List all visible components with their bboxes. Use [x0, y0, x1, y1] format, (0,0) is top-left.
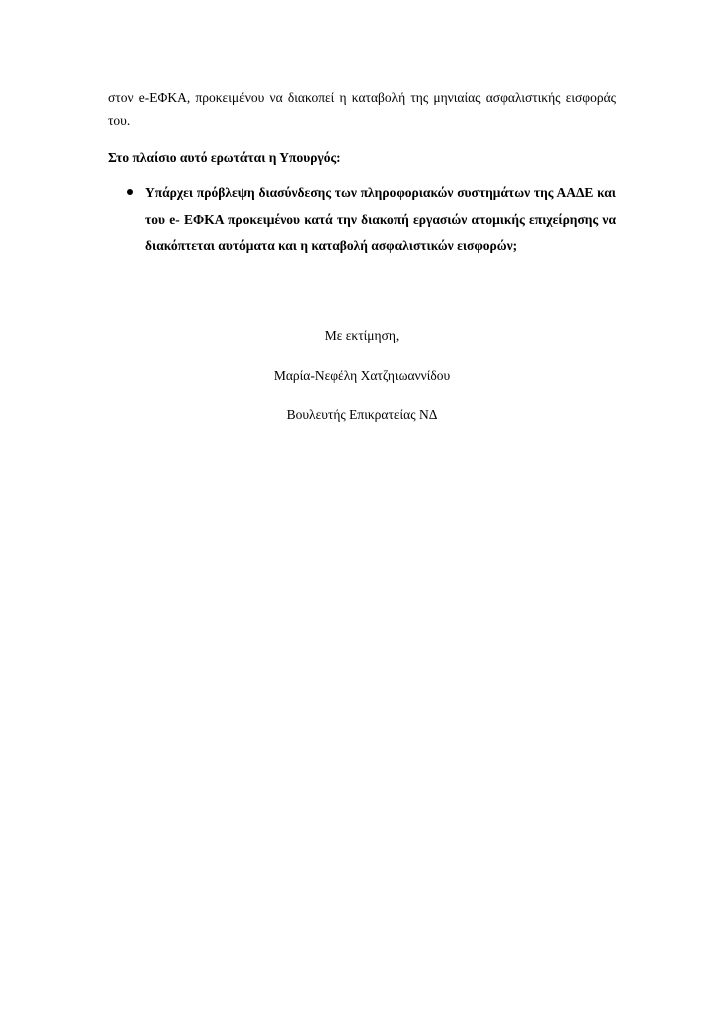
- question-heading: Στο πλαίσιο αυτό ερωτάται η Υπουργός:: [108, 150, 341, 165]
- signature-title: Βουλευτής Επικρατείας ΝΔ: [286, 407, 438, 422]
- signature-closing: Με εκτίμηση,: [324, 328, 400, 343]
- bullet-icon: [127, 189, 133, 195]
- question-text: Υπάρχει πρόβλεψη διασύνδεσης των πληροφοριακών συστημάτων της ΑΑΔΕ και του e- ΕΦΚΑ προκειμένου κατά την διακοπή εργασιών ατομικής επιχείρησης να διακόπτεται αυτόματα και η καταβολή ασφαλιστικών εισφορών;: [145, 185, 616, 253]
- paragraph-continuation: στον e-ΕΦΚΑ, προκειμένου να διακοπεί η καταβολή της μηνιαίας ασφαλιστικής εισφοράς του.: [108, 90, 616, 128]
- signature-name: Μαρία-Νεφέλη Χατζηιωαννίδου: [273, 368, 451, 383]
